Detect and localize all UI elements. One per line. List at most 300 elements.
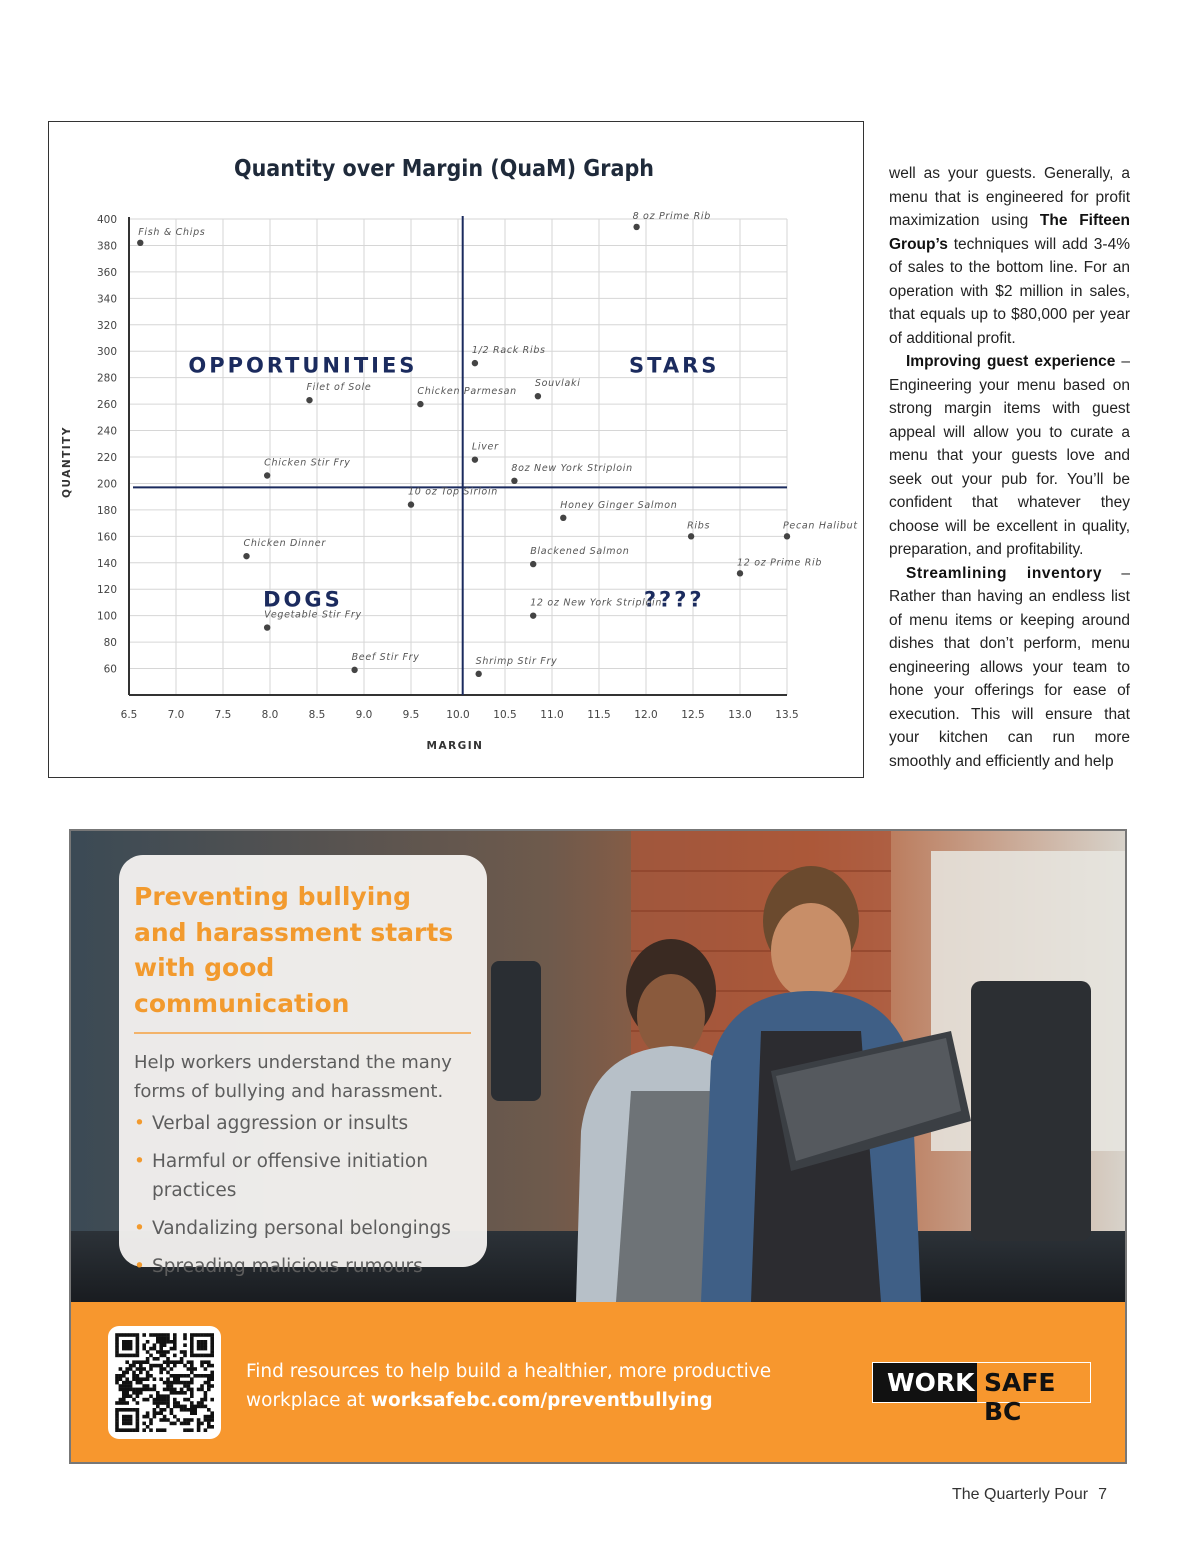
qr-module bbox=[142, 1398, 146, 1402]
qr-module bbox=[183, 1405, 187, 1409]
qr-module bbox=[193, 1367, 197, 1371]
x-tick-label: 12.0 bbox=[634, 709, 658, 721]
qr-module bbox=[166, 1360, 170, 1364]
qr-module bbox=[156, 1391, 160, 1395]
qr-module bbox=[163, 1354, 167, 1358]
qr-module bbox=[190, 1381, 194, 1385]
qr-module bbox=[180, 1388, 184, 1392]
article-text: – Engineering your menu based on strong margin items with guest appeal will allow you to curate a menu that your guests love and seek out your pub for. You’ll be confident that whatever they choose will be excellent in quality, preparation, and profitability. bbox=[889, 353, 1130, 558]
qr-module bbox=[166, 1357, 170, 1361]
qr-module bbox=[176, 1377, 180, 1381]
qr-module bbox=[170, 1422, 174, 1426]
x-tick-label: 8.0 bbox=[261, 709, 279, 721]
qr-module bbox=[139, 1371, 143, 1375]
qr-module bbox=[187, 1367, 191, 1371]
article-text: well as your guests. Generally, a menu that is engineered for profit maximization using bbox=[889, 165, 1130, 229]
qr-module bbox=[119, 1384, 123, 1388]
qr-module bbox=[193, 1333, 197, 1337]
qr-module bbox=[129, 1388, 133, 1392]
x-tick-label: 10.5 bbox=[493, 709, 517, 721]
qr-module bbox=[129, 1367, 133, 1371]
qr-module bbox=[122, 1428, 126, 1432]
qr-module bbox=[139, 1388, 143, 1392]
data-point-label: Souvlaki bbox=[534, 378, 581, 390]
qr-module bbox=[173, 1391, 177, 1395]
qr-module bbox=[159, 1333, 163, 1337]
qr-module bbox=[173, 1415, 177, 1419]
qr-module bbox=[125, 1360, 129, 1364]
y-tick-label: 180 bbox=[96, 504, 117, 517]
qr-module bbox=[210, 1415, 214, 1419]
qr-module bbox=[142, 1377, 146, 1381]
x-tick-label: 9.5 bbox=[402, 709, 420, 721]
qr-module bbox=[173, 1405, 177, 1409]
qr-module bbox=[125, 1367, 129, 1371]
qr-module bbox=[122, 1374, 126, 1378]
ad-message-card bbox=[119, 855, 487, 1277]
data-point bbox=[530, 561, 536, 567]
qr-module bbox=[122, 1343, 126, 1347]
page-footer bbox=[952, 1486, 1107, 1504]
qr-module bbox=[210, 1418, 214, 1422]
qr-module bbox=[125, 1415, 129, 1419]
qr-module bbox=[170, 1340, 174, 1344]
data-point-label: Chicken Stir Fry bbox=[264, 457, 351, 469]
qr-module bbox=[197, 1374, 201, 1378]
qr-module bbox=[200, 1384, 204, 1388]
qr-module bbox=[156, 1333, 160, 1337]
data-point bbox=[472, 360, 478, 366]
qr-module bbox=[125, 1354, 129, 1358]
qr-module bbox=[125, 1333, 129, 1337]
qr-module bbox=[136, 1422, 140, 1426]
page-number: 7 bbox=[1098, 1486, 1107, 1503]
qr-module bbox=[176, 1381, 180, 1385]
qr-module bbox=[115, 1354, 119, 1358]
qr-module bbox=[115, 1377, 119, 1381]
qr-module bbox=[200, 1364, 204, 1368]
qr-module bbox=[170, 1381, 174, 1385]
qr-module bbox=[183, 1350, 187, 1354]
qr-module bbox=[204, 1374, 208, 1378]
qr-module bbox=[136, 1354, 140, 1358]
qr-module bbox=[193, 1374, 197, 1378]
qr-module bbox=[142, 1388, 146, 1392]
qr-module bbox=[187, 1398, 191, 1402]
qr-module bbox=[149, 1394, 153, 1398]
qr-module bbox=[136, 1411, 140, 1415]
qr-module bbox=[142, 1428, 146, 1432]
data-point-label: 10 oz Top Sirloin bbox=[408, 486, 499, 498]
qr-module bbox=[136, 1340, 140, 1344]
chart-grid bbox=[129, 219, 787, 695]
data-point bbox=[475, 671, 481, 677]
qr-module bbox=[159, 1411, 163, 1415]
qr-module bbox=[163, 1333, 167, 1337]
qr-module bbox=[190, 1391, 194, 1395]
data-point-label: Vegetable Stir Fry bbox=[264, 609, 362, 621]
qr-module bbox=[159, 1418, 163, 1422]
qr-module bbox=[166, 1381, 170, 1385]
qr-module bbox=[139, 1381, 143, 1385]
qr-module bbox=[207, 1364, 211, 1368]
qr-module bbox=[210, 1364, 214, 1368]
qr-module bbox=[190, 1350, 194, 1354]
qr-module bbox=[142, 1360, 146, 1364]
x-tick-label: 10.0 bbox=[446, 709, 470, 721]
qr-module bbox=[136, 1425, 140, 1429]
qr-module bbox=[146, 1360, 150, 1364]
data-point-label: 1/2 Rack Ribs bbox=[471, 345, 546, 357]
qr-module bbox=[163, 1394, 167, 1398]
qr-module bbox=[170, 1384, 174, 1388]
qr-module bbox=[153, 1401, 157, 1405]
qr-module bbox=[163, 1367, 167, 1371]
y-tick-label: 340 bbox=[96, 293, 117, 306]
qr-module bbox=[210, 1384, 214, 1388]
qr-module bbox=[207, 1415, 211, 1419]
qr-module bbox=[163, 1401, 167, 1405]
qr-module bbox=[200, 1398, 204, 1402]
worksafebc-advertisement bbox=[69, 829, 1127, 1464]
qr-module bbox=[163, 1381, 167, 1385]
qr-module bbox=[207, 1374, 211, 1378]
qr-module bbox=[119, 1377, 123, 1381]
data-point bbox=[737, 570, 743, 576]
qr-module bbox=[204, 1381, 208, 1385]
qr-module bbox=[190, 1388, 194, 1392]
qr-module bbox=[183, 1422, 187, 1426]
qr-module bbox=[204, 1418, 208, 1422]
qr-module bbox=[125, 1377, 129, 1381]
qr-module bbox=[166, 1384, 170, 1388]
qr-module bbox=[200, 1401, 204, 1405]
qr-module bbox=[176, 1391, 180, 1395]
qr-module bbox=[119, 1333, 123, 1337]
qr-module bbox=[210, 1337, 214, 1341]
qr-module bbox=[187, 1384, 191, 1388]
data-point bbox=[784, 533, 790, 539]
qr-module bbox=[136, 1360, 140, 1364]
data-point bbox=[243, 553, 249, 559]
data-point bbox=[306, 397, 312, 403]
data-point-label: Chicken Parmesan bbox=[417, 386, 517, 398]
qr-module bbox=[197, 1388, 201, 1392]
data-point-label: 8 oz Prime Rib bbox=[632, 210, 711, 222]
qr-module bbox=[149, 1388, 153, 1392]
list-item-text: Verbal aggression or insults bbox=[152, 1113, 409, 1134]
qr-module bbox=[197, 1425, 201, 1429]
qr-module bbox=[122, 1422, 126, 1426]
qr-module bbox=[190, 1418, 194, 1422]
qr-module bbox=[146, 1415, 150, 1419]
qr-module bbox=[163, 1337, 167, 1341]
qr-module bbox=[170, 1411, 174, 1415]
qr-code[interactable] bbox=[108, 1326, 221, 1439]
qr-module bbox=[197, 1333, 201, 1337]
data-point-label: 8oz New York Striploin bbox=[511, 462, 633, 474]
qr-module bbox=[173, 1337, 177, 1341]
qr-module bbox=[166, 1364, 170, 1368]
quadrant-label: DOGS bbox=[263, 587, 343, 612]
data-point-label: Honey Ginger Salmon bbox=[560, 499, 678, 511]
qr-module bbox=[149, 1347, 153, 1351]
list-item-text: Harmful or offensive initiation practices bbox=[152, 1151, 428, 1201]
qr-module bbox=[173, 1374, 177, 1378]
quadrant-label: STARS bbox=[629, 353, 720, 378]
qr-module bbox=[190, 1411, 194, 1415]
qr-module bbox=[119, 1401, 123, 1405]
data-point bbox=[137, 240, 143, 246]
qr-module bbox=[210, 1374, 214, 1378]
qr-module bbox=[115, 1415, 119, 1419]
qr-module bbox=[166, 1371, 170, 1375]
chart-title: Quantity over Margin (QuaM) Graph bbox=[233, 156, 655, 182]
qr-module bbox=[207, 1408, 211, 1412]
qr-module bbox=[200, 1374, 204, 1378]
qr-module bbox=[183, 1374, 187, 1378]
qr-module bbox=[149, 1428, 153, 1432]
cta-text: Find resources to help build a healthier, more productive workplace at bbox=[246, 1361, 772, 1411]
qr-module bbox=[125, 1428, 129, 1432]
y-tick-label: 240 bbox=[96, 425, 117, 438]
qr-module bbox=[132, 1333, 136, 1337]
qr-module bbox=[173, 1398, 177, 1402]
article-paragraph-2 bbox=[889, 350, 1130, 562]
qr-module bbox=[190, 1408, 194, 1412]
qr-module bbox=[176, 1360, 180, 1364]
y-axis-label: QUANTITY bbox=[61, 426, 73, 498]
qr-module bbox=[125, 1422, 129, 1426]
qr-module bbox=[190, 1337, 194, 1341]
qr-module bbox=[159, 1364, 163, 1368]
qr-module bbox=[204, 1415, 208, 1419]
qr-module bbox=[153, 1364, 157, 1368]
qr-module bbox=[180, 1422, 184, 1426]
qr-module bbox=[159, 1340, 163, 1344]
qr-module bbox=[200, 1343, 204, 1347]
qr-module bbox=[187, 1388, 191, 1392]
qr-module bbox=[153, 1398, 157, 1402]
paragraph-heading: Streamlining inventory bbox=[906, 564, 1103, 582]
qr-module bbox=[119, 1388, 123, 1392]
worksafebc-logo bbox=[872, 1362, 1091, 1426]
qr-module bbox=[187, 1381, 191, 1385]
data-point bbox=[560, 515, 566, 521]
qr-module bbox=[132, 1408, 136, 1412]
qr-module bbox=[190, 1364, 194, 1368]
data-point bbox=[511, 478, 517, 484]
qr-module bbox=[207, 1422, 211, 1426]
qr-module bbox=[187, 1422, 191, 1426]
x-tick-label: 9.0 bbox=[355, 709, 373, 721]
qr-module bbox=[204, 1360, 208, 1364]
data-point bbox=[408, 501, 414, 507]
qr-module bbox=[122, 1388, 126, 1392]
qr-module bbox=[129, 1343, 133, 1347]
qr-module bbox=[146, 1411, 150, 1415]
paragraph-heading: Improving guest experience bbox=[906, 353, 1116, 370]
qr-module bbox=[119, 1354, 123, 1358]
quadrant-label: OPPORTUNITIES bbox=[188, 353, 418, 378]
qr-module bbox=[210, 1347, 214, 1351]
qr-module bbox=[163, 1415, 167, 1419]
qr-module bbox=[115, 1340, 119, 1344]
x-tick-label: 6.5 bbox=[120, 709, 138, 721]
list-item bbox=[134, 1252, 471, 1281]
qr-module bbox=[159, 1401, 163, 1405]
qr-module bbox=[204, 1391, 208, 1395]
publication-name: The Quarterly Pour bbox=[952, 1486, 1089, 1503]
y-tick-label: 120 bbox=[96, 584, 117, 597]
qr-module bbox=[210, 1411, 214, 1415]
ad-intro: Help workers understand the many forms of bullying and harassment. bbox=[134, 1052, 452, 1102]
qr-module bbox=[119, 1428, 123, 1432]
data-point-label: 12 oz New York Striploin bbox=[530, 597, 663, 609]
qr-module bbox=[173, 1333, 177, 1337]
y-tick-label: 300 bbox=[96, 346, 117, 359]
qr-module bbox=[200, 1422, 204, 1426]
qr-module bbox=[142, 1347, 146, 1351]
y-tick-label: 360 bbox=[96, 266, 117, 279]
qr-module bbox=[197, 1343, 201, 1347]
data-point bbox=[264, 624, 270, 630]
qr-module bbox=[153, 1347, 157, 1351]
qr-module bbox=[115, 1337, 119, 1341]
qr-module bbox=[159, 1367, 163, 1371]
qr-module bbox=[204, 1343, 208, 1347]
bullying-forms-list bbox=[134, 1109, 471, 1281]
qr-module bbox=[119, 1398, 123, 1402]
x-tick-label: 11.5 bbox=[587, 709, 611, 721]
qr-module bbox=[129, 1347, 133, 1351]
qr-module bbox=[146, 1384, 150, 1388]
qr-module bbox=[166, 1398, 170, 1402]
qr-module bbox=[207, 1354, 211, 1358]
qr-module bbox=[115, 1411, 119, 1415]
data-point bbox=[535, 393, 541, 399]
qr-module bbox=[136, 1350, 140, 1354]
qr-module bbox=[210, 1371, 214, 1375]
qr-module bbox=[122, 1384, 126, 1388]
qr-module bbox=[125, 1384, 129, 1388]
qr-module bbox=[132, 1371, 136, 1375]
qr-module bbox=[125, 1347, 129, 1351]
qr-module bbox=[156, 1337, 160, 1341]
qr-module bbox=[197, 1354, 201, 1358]
qr-module bbox=[200, 1354, 204, 1358]
qr-module bbox=[200, 1388, 204, 1392]
resource-link[interactable]: worksafebc.com/preventbullying bbox=[370, 1390, 713, 1411]
qr-module bbox=[166, 1405, 170, 1409]
qr-module bbox=[204, 1340, 208, 1344]
qr-module bbox=[159, 1347, 163, 1351]
qr-module bbox=[142, 1384, 146, 1388]
qr-module bbox=[190, 1360, 194, 1364]
qr-module bbox=[197, 1401, 201, 1405]
qr-module bbox=[119, 1374, 123, 1378]
qr-module bbox=[210, 1398, 214, 1402]
qr-module bbox=[207, 1360, 211, 1364]
y-tick-label: 60 bbox=[103, 663, 117, 676]
qr-module bbox=[180, 1360, 184, 1364]
qr-module bbox=[166, 1337, 170, 1341]
qr-module bbox=[136, 1347, 140, 1351]
qr-module bbox=[183, 1408, 187, 1412]
y-tick-label: 380 bbox=[96, 240, 117, 253]
y-tick-label: 100 bbox=[96, 610, 117, 623]
qr-module bbox=[187, 1374, 191, 1378]
qr-module bbox=[190, 1371, 194, 1375]
qr-module bbox=[190, 1405, 194, 1409]
qr-module bbox=[159, 1371, 163, 1375]
qr-module bbox=[139, 1377, 143, 1381]
quam-chart bbox=[48, 121, 864, 778]
qr-module bbox=[129, 1408, 133, 1412]
qr-module bbox=[190, 1347, 194, 1351]
logo-orange-block bbox=[977, 1363, 1090, 1426]
qr-module bbox=[132, 1354, 136, 1358]
qr-module bbox=[136, 1388, 140, 1392]
qr-module bbox=[193, 1405, 197, 1409]
ad-footer-band bbox=[71, 1302, 1127, 1464]
qr-module bbox=[149, 1367, 153, 1371]
article-paragraph-3 bbox=[889, 562, 1130, 774]
bullet-icon: • bbox=[134, 1151, 145, 1172]
qr-module bbox=[190, 1401, 194, 1405]
qr-module bbox=[210, 1340, 214, 1344]
data-point-label: Filet of Sole bbox=[306, 382, 372, 394]
qr-module bbox=[163, 1428, 167, 1432]
y-tick-label: 400 bbox=[96, 214, 117, 226]
qr-module bbox=[180, 1408, 184, 1412]
qr-module bbox=[159, 1398, 163, 1402]
qr-module bbox=[122, 1371, 126, 1375]
qr-module bbox=[163, 1343, 167, 1347]
qr-module bbox=[149, 1374, 153, 1378]
qr-module bbox=[115, 1381, 119, 1385]
qr-module bbox=[183, 1337, 187, 1341]
article-text: techniques will add 3-4% of sales to the bottom line. For an operation with $2 million in sales, that equals up to $80,000 per year of additional profit. bbox=[889, 235, 1130, 347]
qr-module bbox=[173, 1377, 177, 1381]
qr-module bbox=[204, 1428, 208, 1432]
qr-module bbox=[125, 1343, 129, 1347]
qr-module bbox=[136, 1418, 140, 1422]
qr-module bbox=[197, 1418, 201, 1422]
qr-module bbox=[170, 1374, 174, 1378]
qr-module bbox=[142, 1343, 146, 1347]
qr-module bbox=[142, 1422, 146, 1426]
qr-module bbox=[146, 1371, 150, 1375]
qr-module bbox=[153, 1384, 157, 1388]
qr-module bbox=[197, 1428, 201, 1432]
x-tick-label: 7.0 bbox=[167, 709, 185, 721]
qr-module bbox=[136, 1381, 140, 1385]
qr-module bbox=[166, 1340, 170, 1344]
qr-module bbox=[156, 1340, 160, 1344]
qr-module bbox=[159, 1394, 163, 1398]
qr-module bbox=[125, 1394, 129, 1398]
data-point-label: Shrimp Stir Fry bbox=[475, 655, 558, 667]
qr-module bbox=[204, 1405, 208, 1409]
qr-module bbox=[153, 1357, 157, 1361]
qr-module bbox=[183, 1354, 187, 1358]
qr-module bbox=[156, 1428, 160, 1432]
qr-module bbox=[132, 1388, 136, 1392]
qr-module bbox=[115, 1408, 119, 1412]
qr-module bbox=[132, 1377, 136, 1381]
qr-module bbox=[163, 1360, 167, 1364]
